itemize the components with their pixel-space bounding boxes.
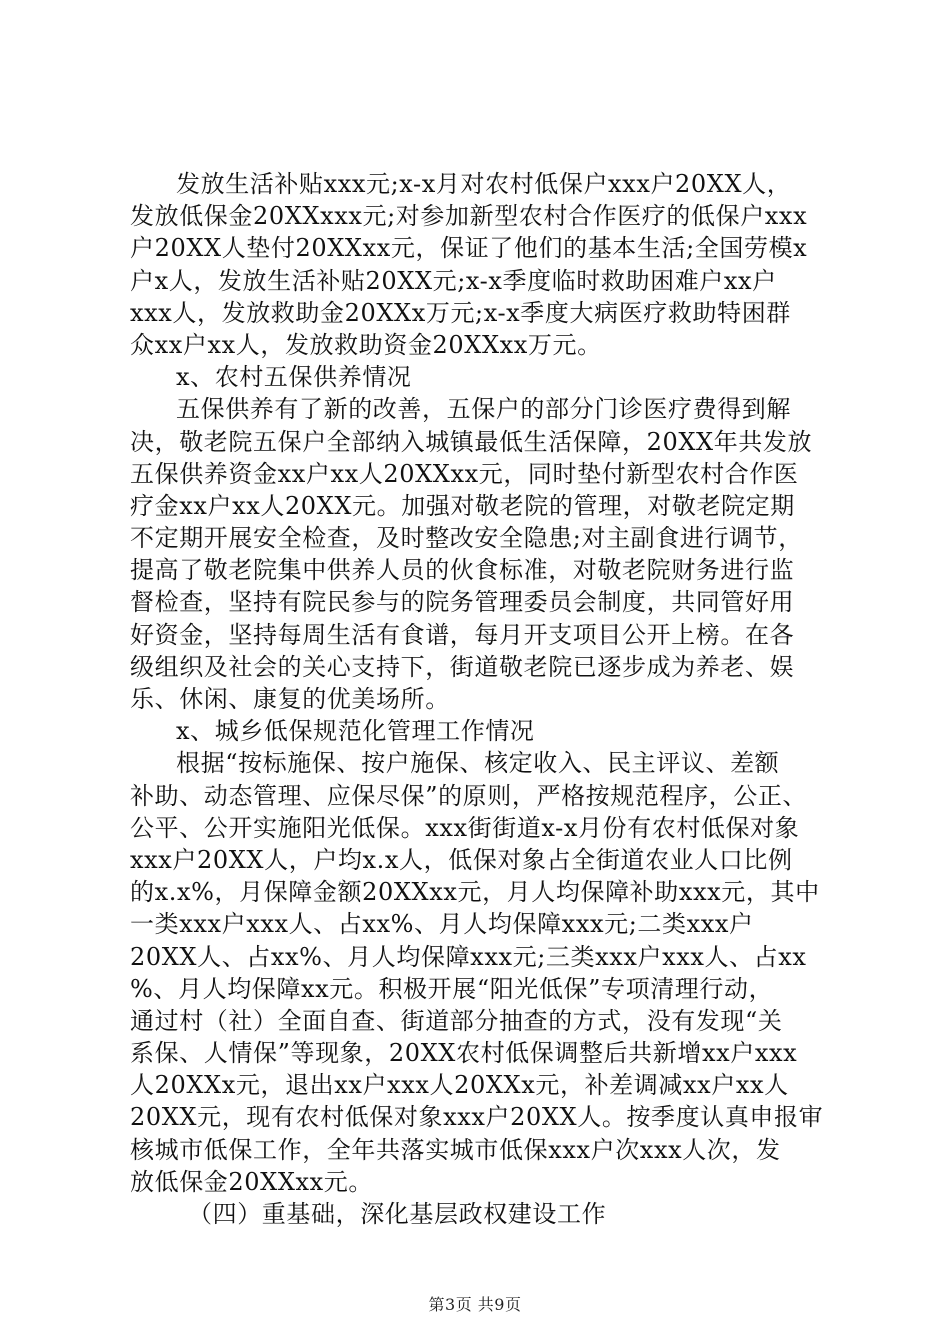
paragraph-line: 核城市低保工作，全年共落实城市低保xxx户次xxx人次，发	[130, 1135, 781, 1164]
paragraph-line: 五保供养资金xx户xx人20XXxx元，同时垫付新型农村合作医	[130, 459, 799, 488]
paragraph-line: 级组织及社会的关心支持下，街道敬老院已逐步成为养老、娱	[130, 652, 795, 681]
section-heading: x、城乡低保规范化管理工作情况	[176, 717, 535, 746]
paragraph-line: 决，敬老院五保户全部纳入城镇最低生活保障，20XX年共发放	[130, 427, 813, 456]
paragraph-line: 户20XX人垫付20XXxx元，保证了他们的基本生活;全国劳模x	[130, 234, 808, 263]
paragraph-line: 系保、人情保”等现象，20XX农村低保调整后共新增xx户xxx	[130, 1039, 798, 1068]
paragraph-line: 乐、休闲、康复的优美场所。	[130, 685, 450, 713]
paragraph-line: 放低保金20XXxx元。	[130, 1167, 373, 1196]
paragraph-line: xxx户20XX人，户均x.x人，低保对象占全街道农业人口比例	[130, 845, 793, 874]
paragraph-line: %、月人均保障xx元。积极开展“阳光低保”专项清理行动，	[130, 974, 774, 1003]
paragraph-line: 补助、动态管理、应保尽保”的原则，严格按规范程序，公正、	[130, 781, 808, 810]
section-heading: （四）重基础，深化基层政权建设工作	[188, 1200, 607, 1228]
paragraph-line: 20XX元，现有农村低保对象xxx户20XX人。按季度认真申报审	[130, 1103, 824, 1132]
paragraph-line: 督检查，坚持有院民参与的院务管理委员会制度，共同管好用	[130, 588, 795, 617]
paragraph-line: 一类xxx户xxx人、占xx%、月人均保障xxx元;二类xxx户	[130, 910, 754, 939]
paragraph-line: 的x.x%，月保障金额20XXxx元，月人均保障补助xxx元，其中	[130, 878, 820, 907]
paragraph-line: 发放低保金20XXxxx元;对参加新型农村合作医疗的低保户xxx	[130, 202, 808, 231]
paragraph-line: 五保供养有了新的改善，五保户的部分门诊医疗费得到解	[176, 395, 791, 424]
paragraph-line: 好资金，坚持每周生活有食谱，每月开支项目公开上榜。在各	[130, 620, 795, 649]
paragraph-line: 户x人，发放生活补贴20XX元;x-x季度临时救助困难户xx户	[130, 266, 777, 295]
paragraph-line: 人20XXx元，退出xx户xxx人20XXx元，补差调减xx户xx人	[130, 1071, 789, 1100]
paragraph-line: 通过村（社）全面自查、街道部分抽查的方式，没有发现“关	[130, 1006, 783, 1035]
paragraph-line: xxx人，发放救助金20XXx万元;x-x季度大病医疗救助特困群	[130, 298, 791, 327]
paragraph-line: 发放生活补贴xxx元;x-x月对农村低保户xxx户20XX人，	[176, 170, 792, 198]
paragraph-line: 公平、公开实施阳光低保。xxx街街道x-x月份有农村低保对象	[130, 813, 800, 842]
paragraph-line: 根据“按标施保、按户施保、核定收入、民主评议、差额	[176, 749, 780, 778]
paragraph-line: 提高了敬老院集中供养人员的伙食标准，对敬老院财务进行监	[130, 556, 795, 585]
page-number-footer: 第3页 共9页	[428, 1295, 522, 1314]
document-body	[130, 168, 830, 1230]
paragraph-line: 20XX人、占xx%、月人均保障xxx元;三类xxx户xxx人、占xx	[130, 942, 807, 971]
paragraph-line: 不定期开展安全检查，及时整改安全隐患;对主副食进行调节，	[130, 524, 803, 553]
paragraph-line: 疗金xx户xx人20XX元。加强对敬老院的管理，对敬老院定期	[130, 491, 795, 520]
paragraph-line: 众xx户xx人，发放救助资金20XXxx万元。	[130, 330, 602, 359]
section-heading: x、农村五保供养情况	[176, 363, 412, 392]
